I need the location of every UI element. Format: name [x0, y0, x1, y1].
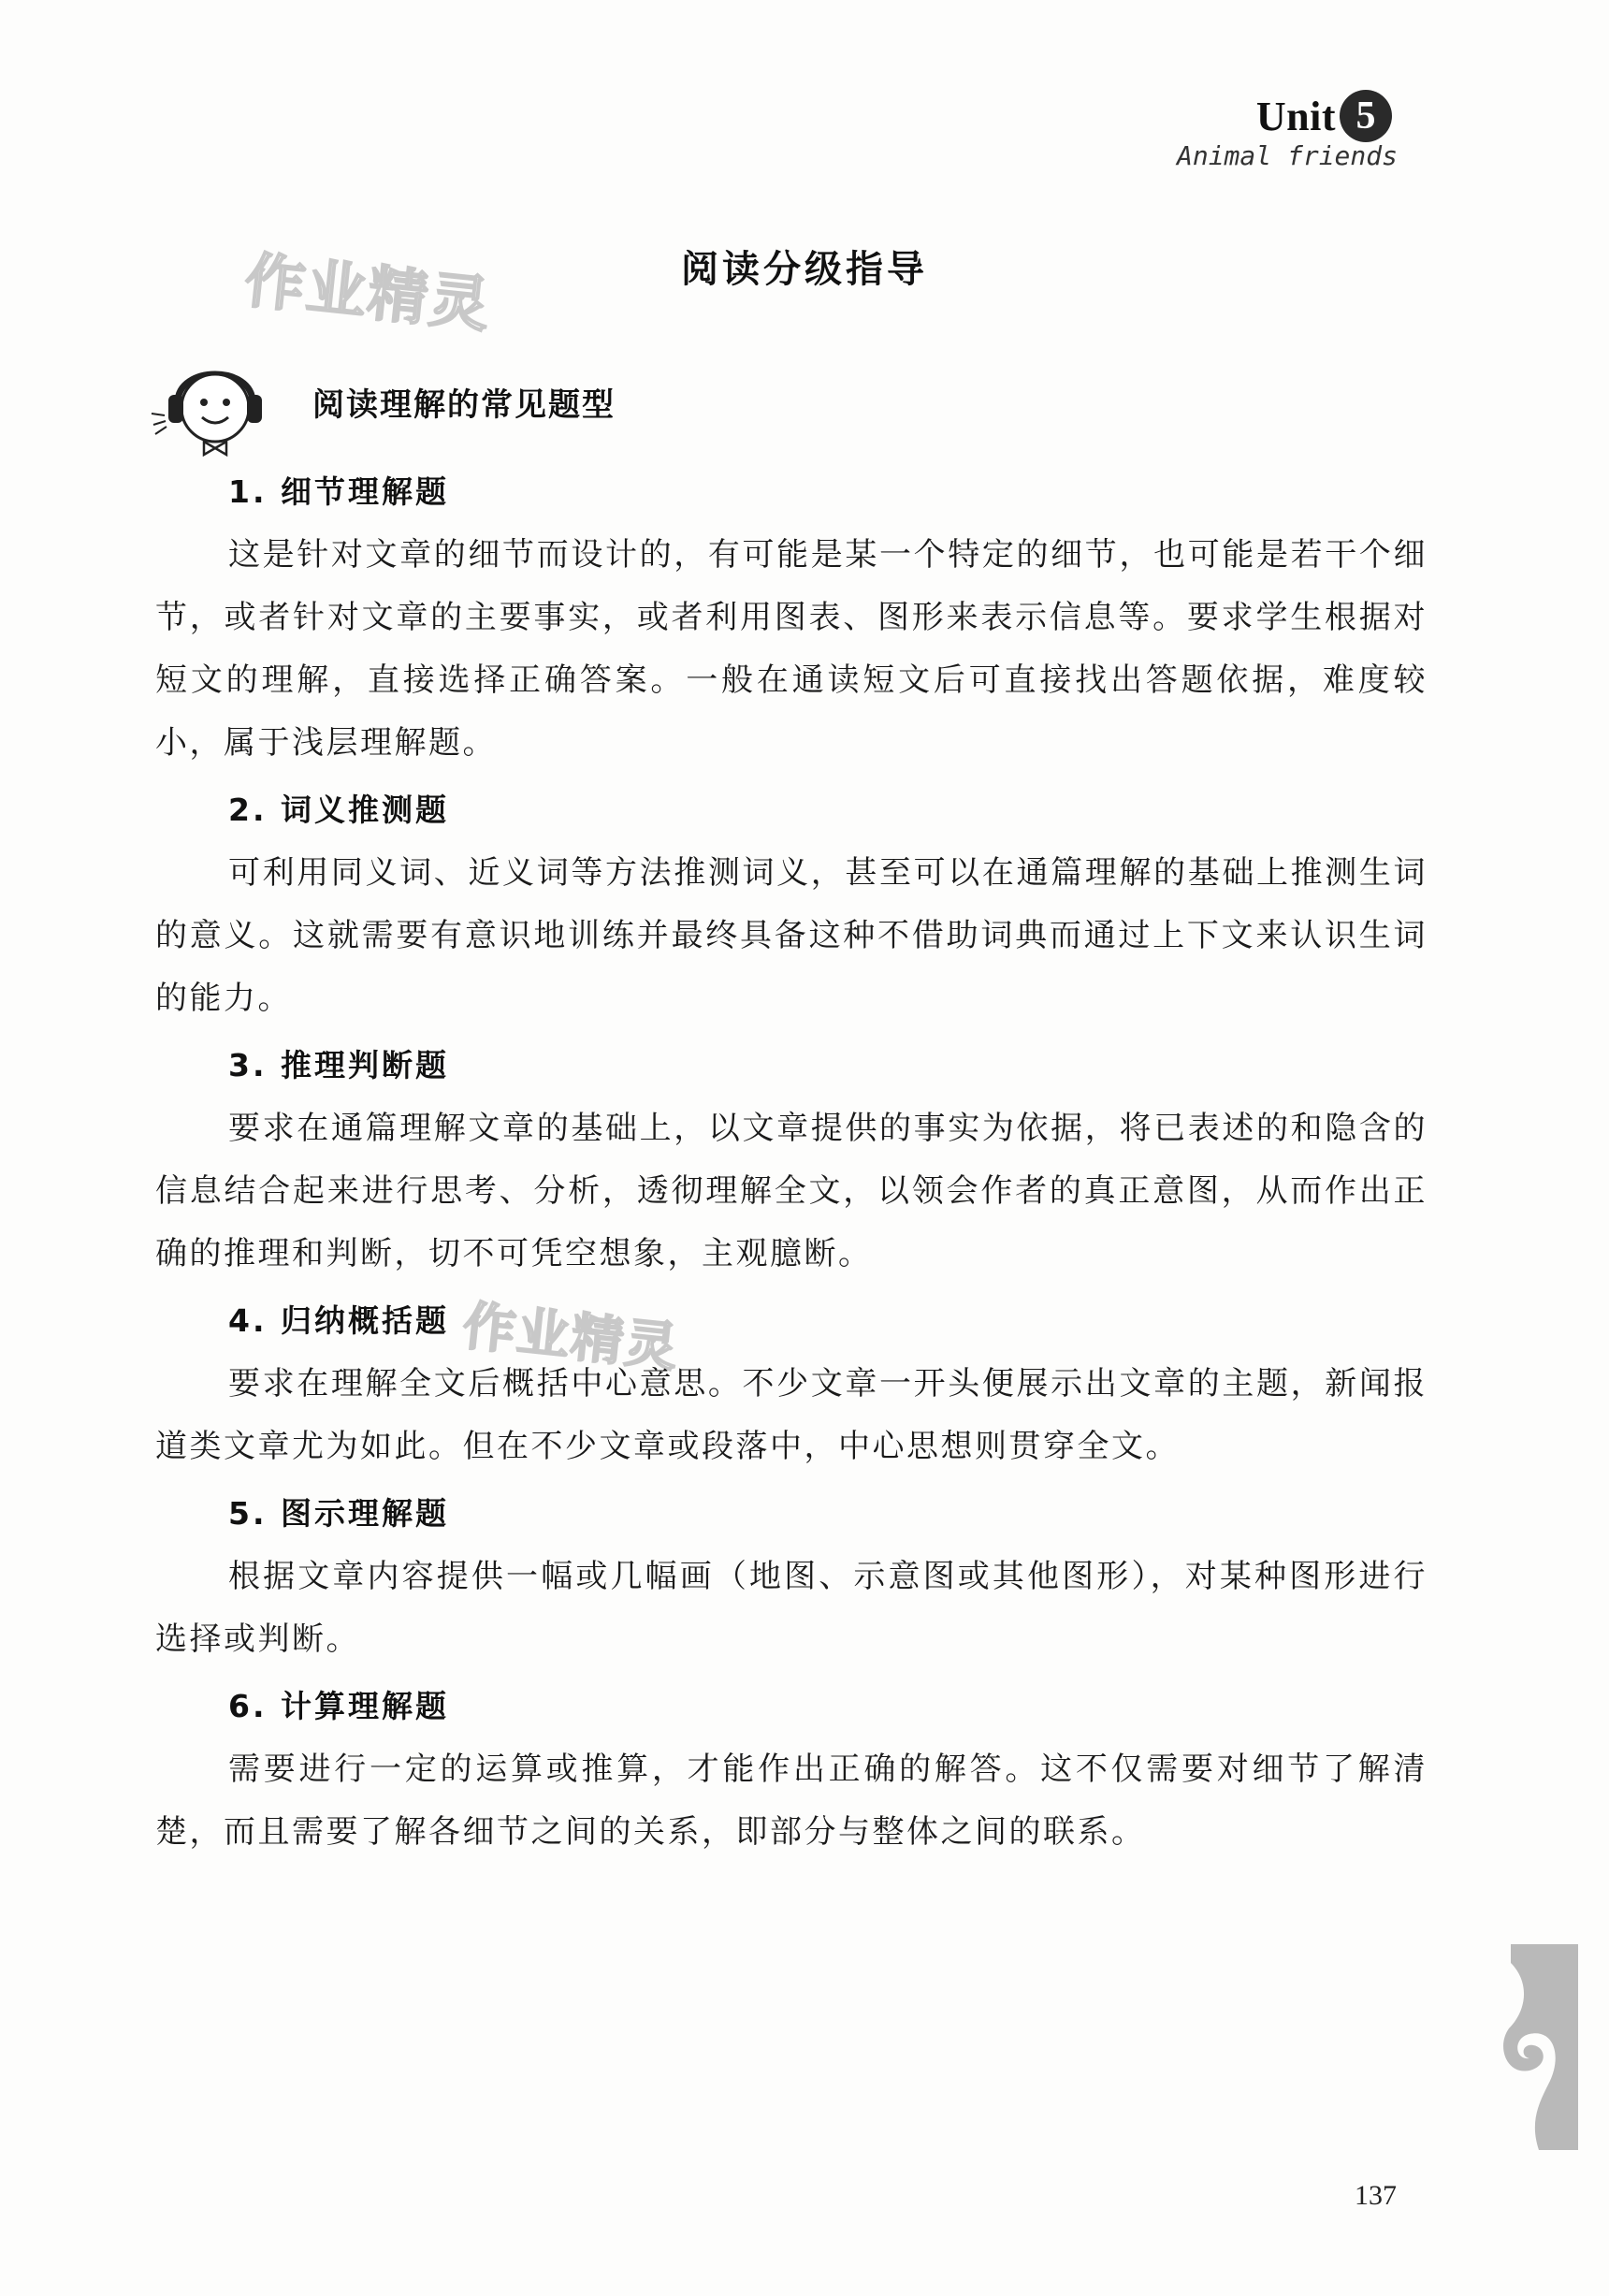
question-type-heading: 4. 归纳概括题	[228, 1302, 449, 1339]
question-type-heading: 1. 细节理解题	[228, 473, 449, 510]
question-type-item	[155, 1297, 1428, 1478]
headphones-smiley-icon	[150, 344, 281, 457]
section-heading: 阅读理解的常见题型	[312, 386, 616, 424]
question-type-list	[155, 468, 1428, 1875]
question-type-body: 可利用同义词、近义词等方法推测词义，甚至可以在通篇理解的基础上推测生词的意义。这就需要有意识地训练并最终具备这种不借助词典而通过上下文来认识生词的能力。	[155, 854, 1428, 1017]
decorative-side-tab	[1501, 1944, 1578, 2150]
question-type-heading: 5. 图示理解题	[228, 1495, 449, 1532]
page-title: 阅读分级指导	[681, 248, 928, 291]
watermark: 作业精灵	[241, 246, 495, 341]
unit-subtitle: Animal friends	[1176, 140, 1398, 171]
question-type-body: 要求在通篇理解文章的基础上，以文章提供的事实为依据，将已表述的和隐含的信息结合起来进行思考、分析，透彻理解全文，以领会作者的真正意图，从而作出正确的推理和判断，切不可凭空想象，主观臆断。	[155, 1110, 1428, 1272]
question-type-item	[155, 468, 1428, 775]
question-type-item	[155, 786, 1428, 1030]
question-type-body: 根据文章内容提供一幅或几幅画（地图、示意图或其他图形），对某种图形进行选择或判断。	[155, 1558, 1428, 1658]
question-type-heading: 6. 计算理解题	[228, 1688, 449, 1724]
unit-number-badge: 5	[1340, 90, 1392, 142]
question-type-heading: 3. 推理判断题	[228, 1047, 449, 1083]
question-type-item	[155, 1041, 1428, 1286]
question-type-item	[155, 1489, 1428, 1671]
question-type-body: 需要进行一定的运算或推算，才能作出正确的解答。这不仅需要对细节了解清楚，而且需要了解各细节之间的关系，即部分与整体之间的联系。	[155, 1751, 1428, 1851]
watermark: 作业精灵	[459, 1296, 683, 1379]
question-type-body: 这是针对文章的细节而设计的，有可能是某一个特定的细节，也可能是若干个细节，或者针对文章的主要事实，或者利用图表、图形来表示信息等。要求学生根据对短文的理解，直接选择正确答案。一般在通读短文后可直接找出答题依据，难度较小，属于浅层理解题。	[155, 536, 1428, 762]
page-number: 137	[1355, 2180, 1397, 2211]
unit-word: Unit	[1255, 93, 1336, 139]
question-type-heading: 2. 词义推测题	[228, 792, 449, 828]
question-type-item	[155, 1682, 1428, 1864]
unit-header	[1256, 90, 1392, 142]
question-type-body: 要求在理解全文后概括中心意思。不少文章一开头便展示出文章的主题，新闻报道类文章尤为如此。但在不少文章或段落中，中心思想则贯穿全文。	[155, 1365, 1428, 1465]
